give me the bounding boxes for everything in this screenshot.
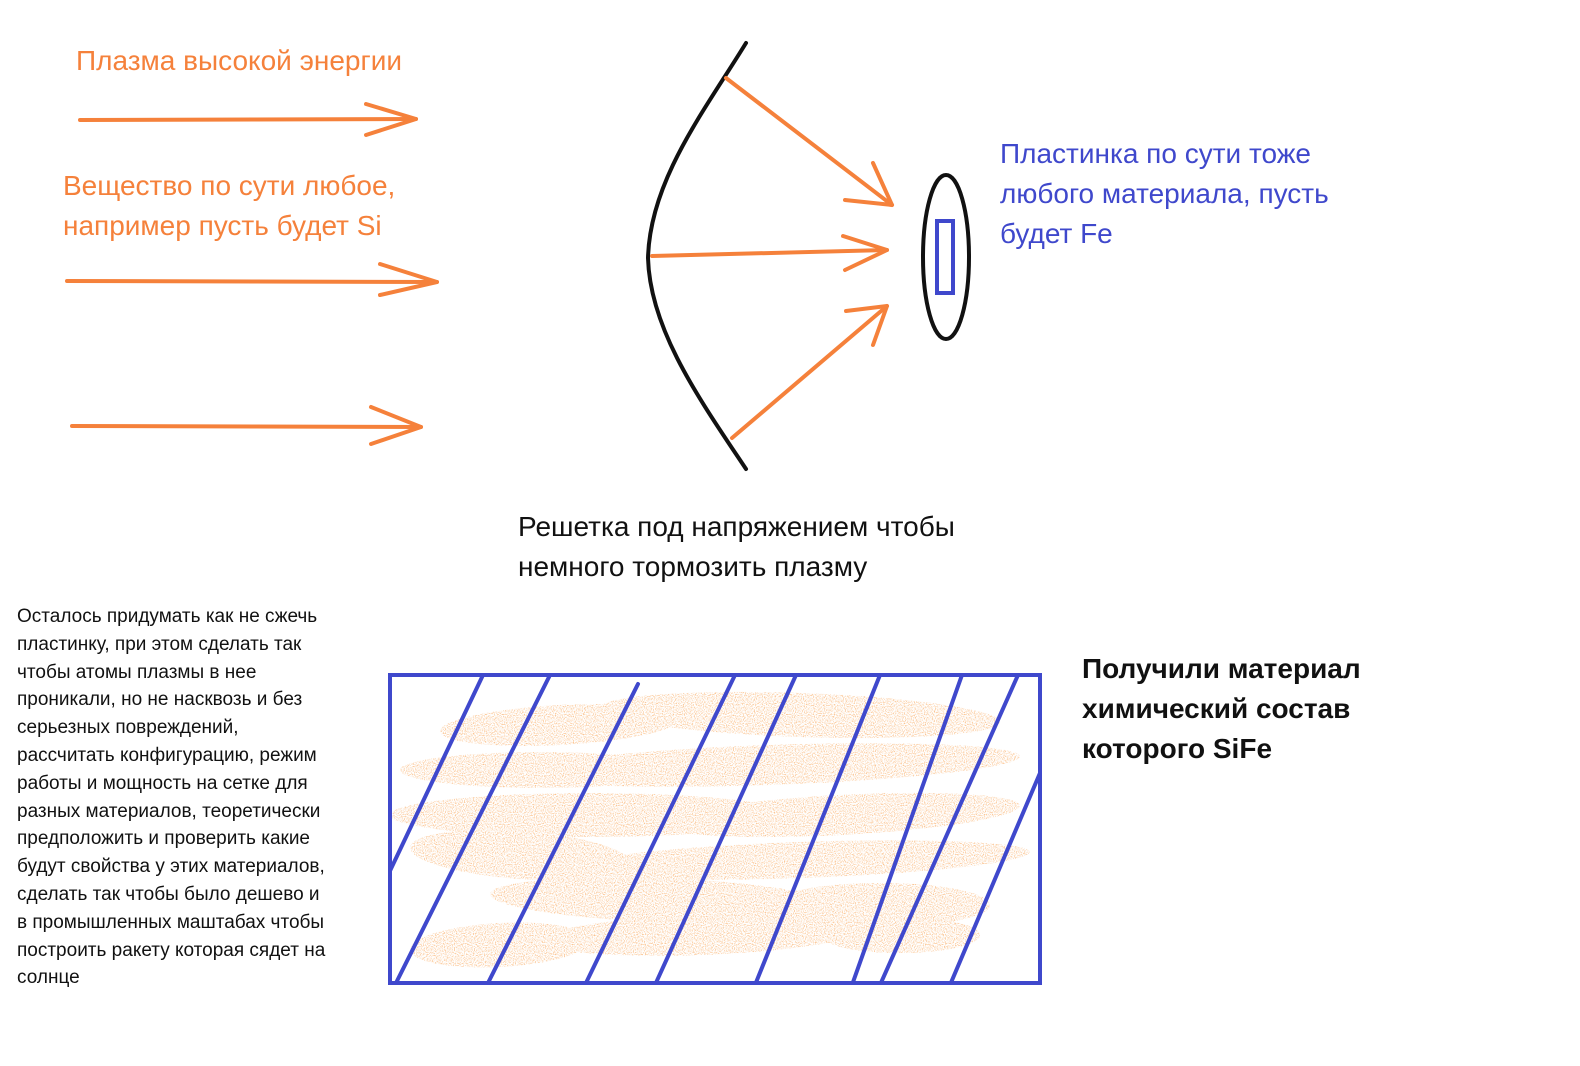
focus-arrow-middle xyxy=(652,236,887,270)
plate-label: Пластинка по сути тоже любого материала, пусть будет Fe xyxy=(1000,138,1329,249)
plasma-label: Плазма высокой энергии xyxy=(76,45,402,76)
remaining-tasks-text: Осталось придумать как не сжечь пластинку, при этом сделать так чтобы атомы плазмы в нее проникали, но не насквозь и без серьезных повреждений, рассчитать конфигурацию, режим работы и мощность на сетке для разных материалов, теоретически предположить и проверить какие будут свойства у этих материалов, сделать так чтобы было дешево и в промышленных маштабах чтобы построить ракету которая сядет на солнце xyxy=(17,606,326,989)
substance-label: Вещество по сути любое, например пусть будет Si xyxy=(63,170,396,241)
plasma-arrow-1 xyxy=(80,104,416,135)
target-plate xyxy=(937,221,953,293)
focus-arrow-bottom xyxy=(732,306,887,438)
grid-label: Решетка под напряжением чтобы немного тормозить плазму xyxy=(518,511,955,582)
focus-arrow-top xyxy=(726,78,892,205)
target-ellipse xyxy=(923,175,969,339)
plasma-arrow-2 xyxy=(67,264,437,295)
result-label: Получили материал химический состав которого SiFe xyxy=(1082,653,1361,764)
plasma-arrow-3 xyxy=(72,407,421,444)
